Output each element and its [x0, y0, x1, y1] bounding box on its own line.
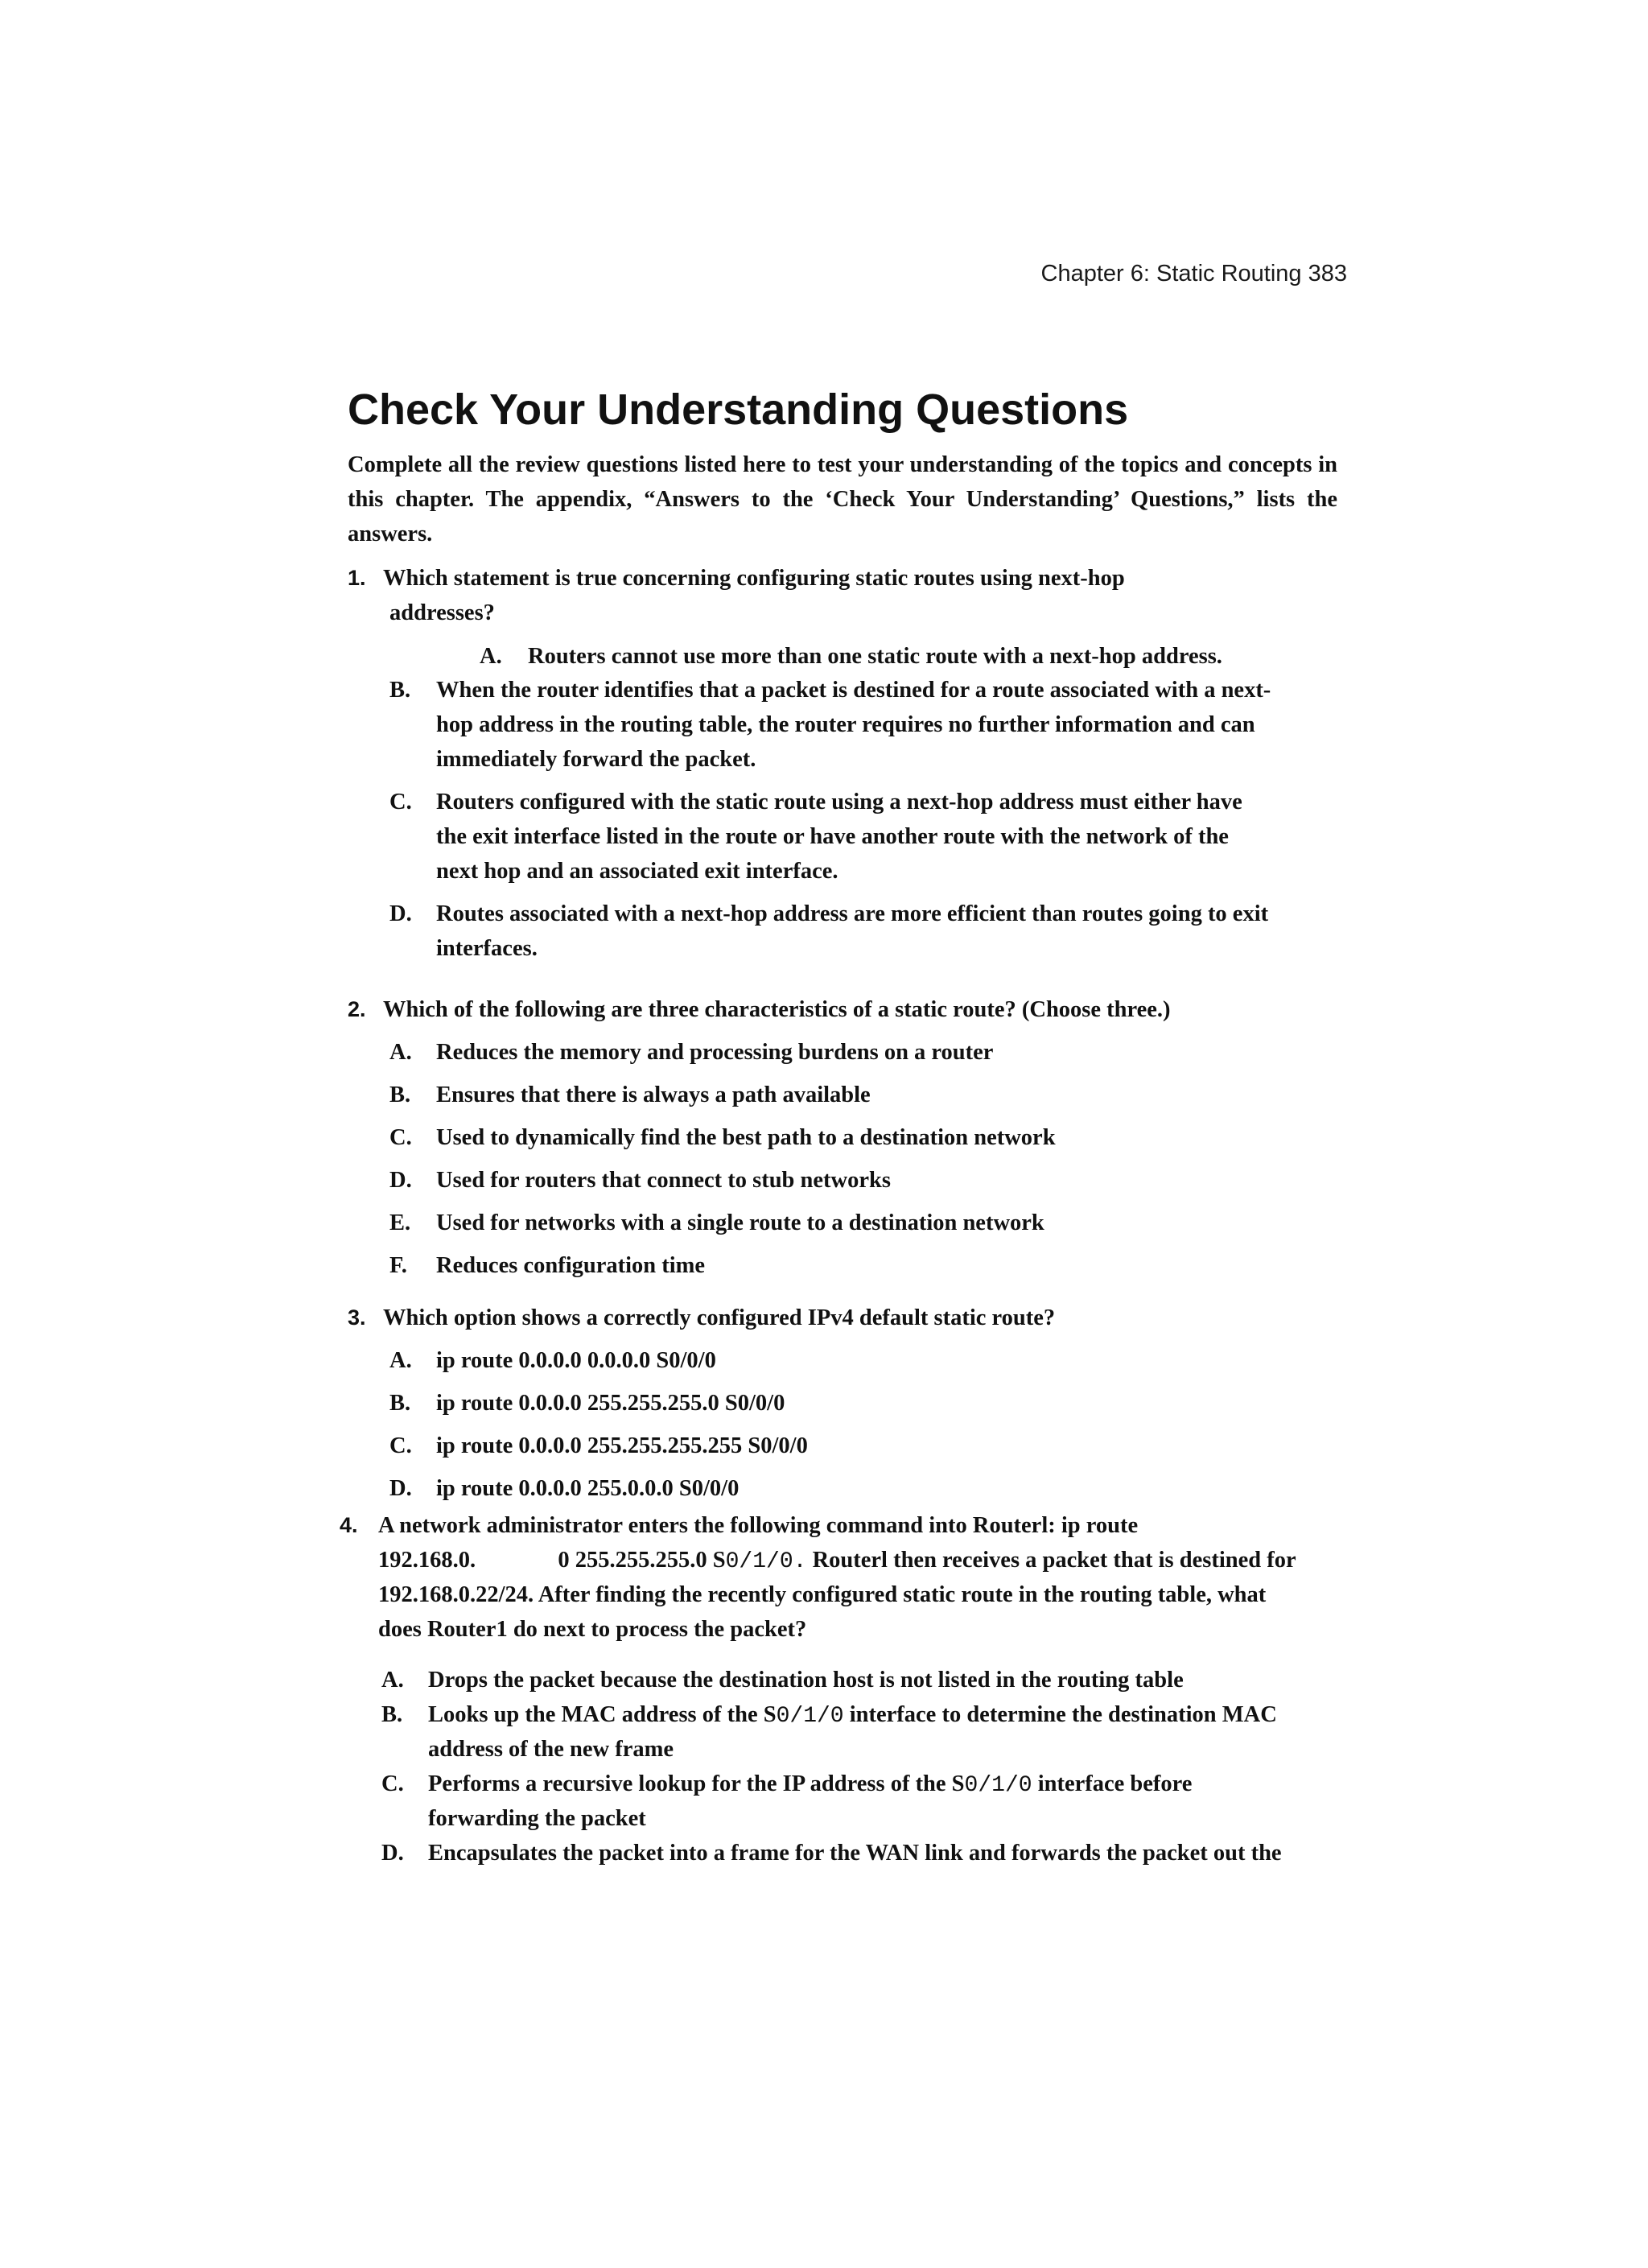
option-text-line	[428, 1767, 1192, 1803]
intro-paragraph: Complete all the review questions listed here to test your understanding of the topics and concepts in this chapter. The appendix, “Answers to the ‘Check Your Understanding’ Questions,” lists the answers.	[348, 452, 1337, 546]
option-text-line: hop address in the routing table, the router requires no further information and can	[436, 712, 1255, 737]
option-letter: C.	[389, 1433, 412, 1458]
text-fragment: interface to determine the destination MAC	[849, 1702, 1277, 1727]
question-text-line: Which statement is true concerning configuring static routes using next-hop	[383, 566, 1125, 591]
option-letter: C.	[389, 1125, 412, 1150]
option-text: ip route 0.0.0.0 255.255.255.255 S0/0/0	[436, 1433, 808, 1458]
question-number: 2.	[348, 997, 366, 1021]
question-text: Which option shows a correctly configured IPv4 default static route?	[383, 1305, 1056, 1330]
option-text: Ensures that there is always a path available	[436, 1082, 871, 1107]
option-text: ip route 0.0.0.0 255.255.255.0 S0/0/0	[436, 1391, 785, 1416]
option-letter: A.	[389, 1040, 412, 1065]
option-letter: C.	[389, 790, 412, 814]
option-letter: A.	[389, 1348, 412, 1373]
question-text-line: does Router1 do next to process the packet?	[378, 1617, 807, 1642]
option-text-line: the exit interface listed in the route or have another route with the network of the	[436, 824, 1229, 849]
question-text-line: addresses?	[389, 600, 495, 625]
option-letter: D.	[389, 901, 412, 926]
interface-code: 0/1/0	[964, 1773, 1032, 1798]
option-text-line: address of the new frame	[428, 1737, 674, 1762]
question-text-line: A network administrator enters the following command into Routerl: ip route	[378, 1513, 1139, 1538]
option-letter: E.	[389, 1210, 411, 1235]
question-number: 4.	[340, 1513, 358, 1537]
text-fragment: interface before	[1037, 1771, 1193, 1796]
option-text: Used for routers that connect to stub networks	[436, 1168, 891, 1193]
option-letter: F.	[389, 1253, 407, 1278]
ip-fragment: 192.168.0.	[378, 1548, 476, 1573]
text-fragment: Routerl then receives a packet that is destined for	[812, 1548, 1296, 1573]
option-letter: B.	[381, 1702, 403, 1727]
option-text-line: forwarding the packet	[428, 1806, 646, 1831]
interface-code: 0/1/0	[776, 1704, 844, 1729]
option-text: Drops the packet because the destination host is not listed in the routing table	[428, 1668, 1184, 1693]
option-text: Routers cannot use more than one static route with a next-hop address.	[528, 644, 1222, 669]
question-text: Which of the following are three characteristics of a static route? (Choose three.)	[383, 997, 1171, 1022]
option-text: Encapsulates the packet into a frame for the WAN link and forwards the packet out the	[428, 1841, 1282, 1866]
interface-code: 0/1/0.	[725, 1549, 807, 1574]
option-letter: A.	[480, 644, 502, 669]
text-fragment: Performs a recursive lookup for the IP address of the S	[428, 1771, 965, 1796]
section-title: Check Your Understanding Questions	[348, 386, 1129, 434]
option-letter: D.	[381, 1841, 404, 1866]
text-fragment: Looks up the MAC address of the S	[428, 1702, 777, 1727]
option-text: Used for networks with a single route to a destination network	[436, 1210, 1044, 1235]
option-text-line: When the router identifies that a packet is destined for a route associated with a next-	[436, 678, 1271, 703]
question-number: 1.	[348, 566, 366, 590]
ip-fragment: 0 255.255.255.0 S	[558, 1548, 726, 1573]
option-text: Reduces the memory and processing burdens on a router	[436, 1040, 994, 1065]
option-text: ip route 0.0.0.0 0.0.0.0 S0/0/0	[436, 1348, 716, 1373]
option-text-line: immediately forward the packet.	[436, 747, 756, 772]
running-head: Chapter 6: Static Routing 383	[1040, 261, 1347, 287]
option-letter: C.	[381, 1771, 404, 1796]
option-letter: D.	[389, 1168, 412, 1193]
option-letter: B.	[389, 678, 411, 703]
option-text-line: Routes associated with a next-hop address are more efficient than routes going to exit	[436, 901, 1269, 926]
option-text: Used to dynamically find the best path to a destination network	[436, 1125, 1056, 1150]
option-letter: B.	[389, 1082, 411, 1107]
option-text-line	[428, 1697, 1277, 1734]
question-number: 3.	[348, 1305, 366, 1330]
option-text: ip route 0.0.0.0 255.0.0.0 S0/0/0	[436, 1476, 740, 1501]
question-text-line	[378, 1543, 1296, 1579]
option-letter: A.	[381, 1668, 404, 1693]
option-text-line: Routers configured with the static route using a next-hop address must either have	[436, 790, 1242, 814]
option-letter: B.	[389, 1391, 411, 1416]
question-text-line: 192.168.0.22/24. After finding the recently configured static route in the routing table, what	[378, 1582, 1267, 1607]
option-text-line: interfaces.	[436, 936, 538, 961]
option-text-line: next hop and an associated exit interface.	[436, 859, 838, 884]
option-letter: D.	[389, 1476, 412, 1501]
option-text: Reduces configuration time	[436, 1253, 706, 1278]
